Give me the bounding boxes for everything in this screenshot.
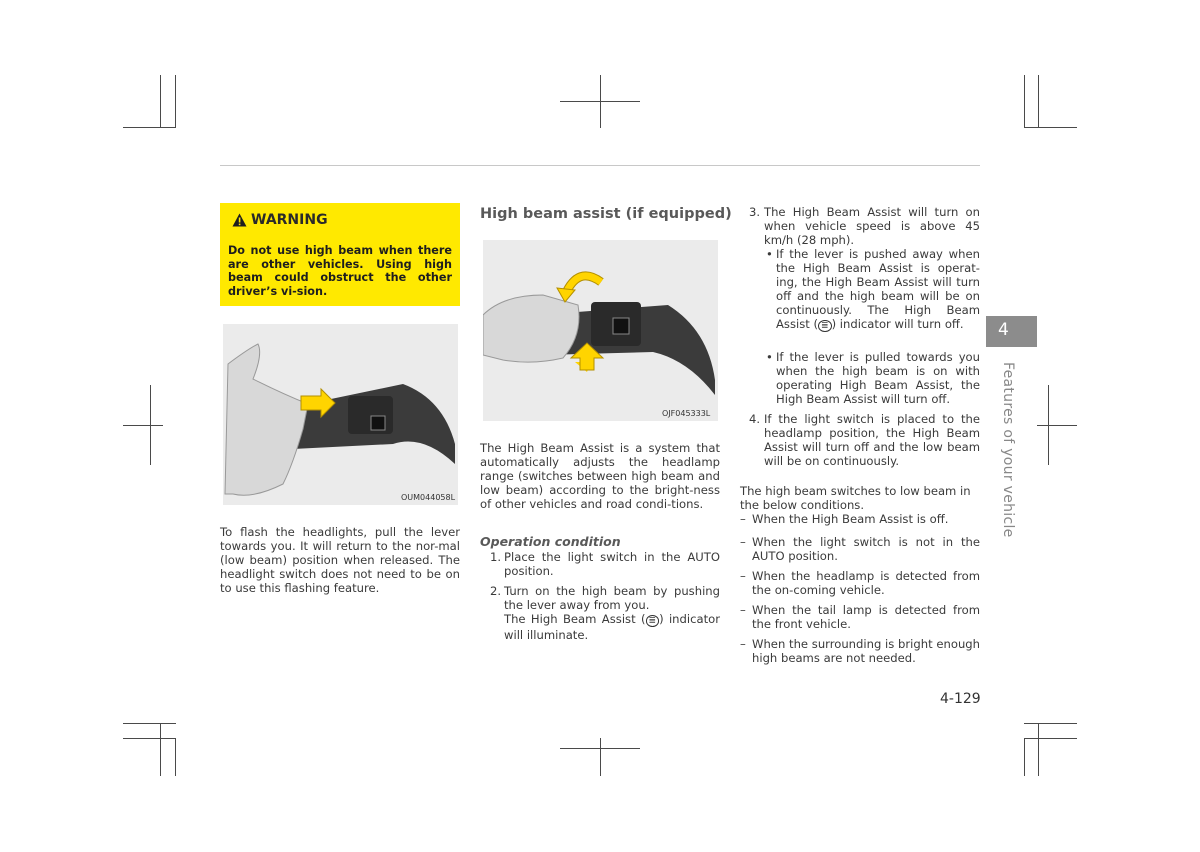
chapter-number: 4 — [998, 320, 1009, 340]
warning-box — [220, 203, 460, 306]
crop-mark — [150, 385, 151, 465]
crop-mark — [1024, 738, 1077, 739]
crop-mark — [160, 75, 161, 128]
crop-mark — [175, 75, 176, 128]
figure-code: OUM044058L — [401, 493, 456, 502]
crop-mark — [1024, 127, 1077, 128]
hand-lever-illustration — [483, 240, 718, 421]
crop-mark — [1038, 75, 1039, 128]
figure-code: OJF045333L — [662, 409, 711, 418]
header-rule — [220, 165, 980, 166]
high-beam-assist-icon: ≣ — [818, 320, 832, 332]
lever-push-figure — [483, 240, 718, 421]
crop-mark — [1038, 723, 1039, 776]
mid-paragraph: The High Beam Assist is a system that automatically adjusts the headlamp range (switches between high beam and low beam) according to the bright-ness of other vehicles and road condi-tions. — [480, 441, 720, 511]
section-heading: High beam assist (if equipped) — [480, 206, 732, 222]
right-paragraph: The high beam switches to low beam in the below conditions. — [740, 484, 971, 512]
lever-pull-figure — [223, 324, 458, 505]
warning-body: Do not use high beam when there are other vehicles. Using high beam could obstruct the other driver’s vi-sion. — [228, 244, 452, 298]
crop-mark — [1024, 723, 1077, 724]
crop-mark — [600, 75, 601, 128]
crop-mark — [1024, 75, 1025, 128]
crop-mark — [123, 425, 163, 426]
subheading: Operation condition — [480, 534, 621, 549]
warning-triangle-icon — [232, 213, 247, 227]
crop-mark — [1024, 738, 1025, 776]
crop-mark — [1048, 385, 1049, 465]
crop-mark — [123, 738, 176, 739]
hand-lever-illustration — [223, 324, 458, 505]
high-beam-assist-icon: ≣ — [646, 615, 660, 627]
crop-mark — [1037, 425, 1077, 426]
left-paragraph: To flash the headlights, pull the lever towards you. It will return to the nor-mal (low beam) position when released. The headlight switch does not need to be on to use this flashing feature. — [220, 525, 460, 595]
page-number: 4-129 — [940, 691, 981, 707]
crop-mark — [123, 127, 176, 128]
warning-title: WARNING — [232, 212, 328, 228]
crop-mark — [160, 723, 161, 776]
crop-mark — [123, 723, 176, 724]
crop-mark — [175, 738, 176, 776]
crop-mark — [600, 738, 601, 776]
chapter-title: Features of your vehicle — [1000, 362, 1016, 538]
chapter-tab — [986, 316, 1037, 347]
